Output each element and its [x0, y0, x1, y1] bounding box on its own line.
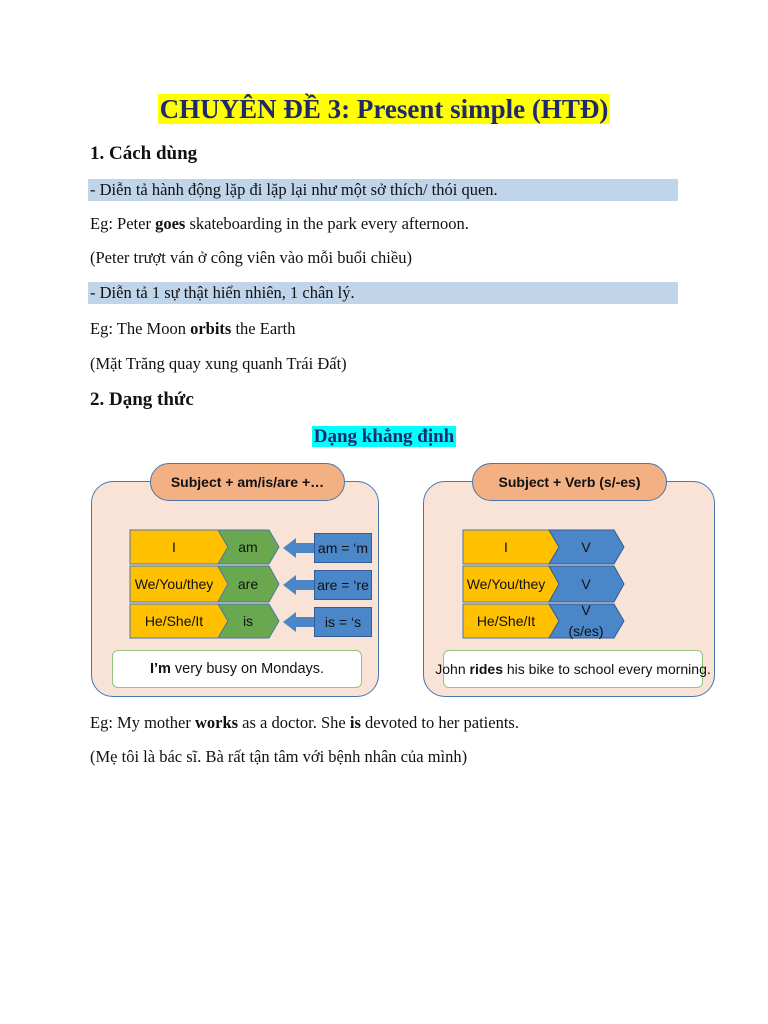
example-text: very busy on Mondays. — [170, 661, 325, 677]
subject-label: We/You/they — [134, 576, 214, 592]
section-heading-form: 2. Dạng thức — [90, 389, 194, 410]
example-text: devoted to her patients. — [360, 713, 519, 732]
ordinary-verb-formula: Subject + Verb (s/-es) — [472, 463, 667, 501]
example-contraction: I’m — [149, 661, 171, 677]
subject-label: He/She/It — [476, 613, 536, 629]
to-be-example — [112, 650, 362, 688]
usage-rule-truth: - Diễn tả 1 sự thật hiển nhiên, 1 chân lý. — [88, 282, 678, 304]
page-title-text: CHUYÊN ĐỀ 3: Present simple (HTĐ) — [159, 94, 609, 124]
to-be-formula: Subject + am/is/are +… — [150, 463, 345, 501]
example-text: John — [435, 661, 470, 677]
usage-rule-habit: - Diễn tả hành động lặp đi lặp lại như một sở thích/ thói quen. — [88, 179, 678, 201]
example-text: his bike to school every morning. — [502, 661, 711, 677]
example-text: Eg: The Moon — [90, 319, 191, 338]
ordinary-verb-example — [435, 650, 711, 688]
example-verb: works — [194, 713, 239, 732]
contraction-note: am = ‘m — [314, 533, 372, 563]
example-sentence-2 — [90, 319, 295, 339]
example-translation-2: (Mặt Trăng quay xung quanh Trái Đất) — [90, 354, 347, 373]
example-sentence-1 — [90, 214, 469, 234]
example-text: as a doctor. She — [238, 713, 350, 732]
example-text: the Earth — [231, 319, 296, 338]
verb-label: V — [581, 576, 591, 592]
verb-label: are — [237, 576, 259, 592]
verb-label: V — [581, 539, 591, 555]
example-translation-3: (Mẹ tôi là bác sĩ. Bà rất tận tâm với bệnh nhân của mình) — [90, 747, 468, 766]
example-translation-1: (Peter trượt ván ở công viên vào mỗi buổi chiều) — [90, 248, 412, 267]
example-text: skateboarding in the park every afternoon. — [185, 214, 469, 233]
page-title — [0, 94, 768, 125]
subject-label: I — [504, 539, 508, 555]
left-arrow-icon — [283, 612, 314, 632]
verb-label: am — [238, 539, 258, 555]
subject-label: We/You/they — [466, 576, 546, 592]
subject-label: He/She/It — [144, 613, 204, 629]
contraction-note: are = ‘re — [314, 570, 372, 600]
example-text: Eg: Peter — [90, 214, 156, 233]
example-verb: rides — [469, 661, 503, 677]
example-verb: is — [349, 713, 361, 732]
verb-label: is — [242, 613, 254, 629]
left-arrow-icon — [283, 575, 314, 595]
example-verb: goes — [155, 214, 186, 233]
affirmative-form-title — [0, 426, 768, 448]
example-text: Eg: My mother — [90, 713, 195, 732]
left-arrow-icon — [283, 538, 314, 558]
verb-label: V — [581, 602, 591, 618]
section-heading-usage: 1. Cách dùng — [90, 143, 198, 164]
affirmative-form-title-text: Dạng khẳng định — [313, 426, 455, 447]
example-sentence-3 — [90, 713, 519, 733]
contraction-note: is = ‘s — [314, 607, 372, 637]
verb-ending-note: (s/es) — [568, 623, 604, 639]
subject-label: I — [172, 539, 176, 555]
example-verb: orbits — [190, 319, 232, 338]
